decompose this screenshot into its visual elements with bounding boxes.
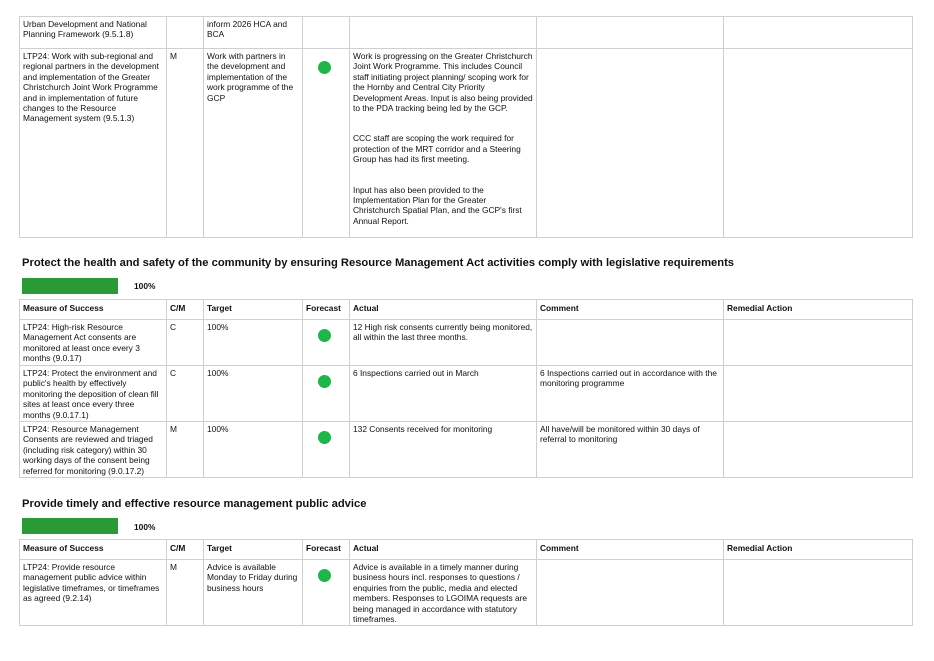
remedial-cell	[724, 560, 913, 626]
cm-cell: M	[167, 422, 204, 478]
progress-bar	[22, 278, 118, 294]
table-row	[20, 49, 913, 238]
table-row	[20, 320, 913, 366]
actual-cell	[350, 17, 537, 49]
target-cell: 100%	[204, 422, 303, 478]
actual-cell	[350, 49, 537, 238]
measure-cell: LTP24: High-risk Resource Management Act consents are monitored at least once every 3 months (9.0.17)	[20, 320, 167, 366]
progress-bar	[22, 518, 118, 534]
column-header-cm: C/M	[167, 300, 204, 320]
table-row	[20, 366, 913, 422]
comment-cell	[537, 49, 724, 238]
section-heading-rma-compliance: Protect the health and safety of the community by ensuring Resource Management Act activities comply with legislative requirements	[22, 257, 735, 269]
performance-table-public-advice	[19, 539, 913, 626]
actual-cell: 132 Consents received for monitoring	[350, 422, 537, 478]
forecast-status-dot	[318, 431, 331, 444]
actual-cell: 12 High risk consents currently being monitored, all within the last three months.	[350, 320, 537, 366]
remedial-cell	[724, 366, 913, 422]
table-row	[20, 422, 913, 478]
cm-cell: M	[167, 49, 204, 238]
forecast-cell	[303, 49, 350, 238]
measure-cell: LTP24: Work with sub-regional and regional partners in the development and implementation of the Greater Christchurch Joint Work Programme and in implementation of future changes to the Resource Management system (9.5.1.3)	[20, 49, 167, 238]
forecast-cell	[303, 366, 350, 422]
forecast-status-dot	[318, 569, 331, 582]
performance-table-continued	[19, 16, 913, 238]
forecast-cell	[303, 560, 350, 626]
forecast-status-dot	[318, 329, 331, 342]
target-cell: Advice is available Monday to Friday during business hours	[204, 560, 303, 626]
actual-paragraph: CCC staff are scoping the work required for protection of the MRT corridor and a Steering Group has had its first meeting.	[353, 133, 521, 165]
column-header-comment: Comment	[537, 300, 724, 320]
column-header-cm: C/M	[167, 540, 204, 560]
target-cell: inform 2026 HCA and BCA	[204, 17, 303, 49]
progress-label: 100%	[134, 281, 156, 291]
column-header-comment: Comment	[537, 540, 724, 560]
column-header-target: Target	[204, 540, 303, 560]
target-cell: Work with partners in the development and implementation of the work programme of the GCP	[204, 49, 303, 238]
remedial-cell	[724, 17, 913, 49]
target-cell: 100%	[204, 320, 303, 366]
column-header-measure: Measure of Success	[20, 540, 167, 560]
remedial-cell	[724, 320, 913, 366]
forecast-cell	[303, 17, 350, 49]
actual-paragraph: Work is progressing on the Greater Christchurch Joint Work Programme. This includes Council staff initiating project planning/ scoping work for the Hornby and Central City Priority Development Areas. Input is also being provided to the PDA tracking being led by the GCP.	[353, 51, 533, 114]
column-header-forecast: Forecast	[303, 540, 350, 560]
column-header-remedial: Remedial Action	[724, 540, 913, 560]
comment-cell: All have/will be monitored within 30 days of referral to monitoring	[537, 422, 724, 478]
column-header-measure: Measure of Success	[20, 300, 167, 320]
forecast-status-dot	[318, 61, 331, 74]
column-header-remedial: Remedial Action	[724, 300, 913, 320]
table-row	[20, 560, 913, 626]
column-header-forecast: Forecast	[303, 300, 350, 320]
remedial-cell	[724, 422, 913, 478]
forecast-cell	[303, 422, 350, 478]
cm-cell: M	[167, 560, 204, 626]
comment-cell	[537, 320, 724, 366]
performance-table-rma-compliance	[19, 299, 913, 478]
remedial-cell	[724, 49, 913, 238]
comment-cell	[537, 560, 724, 626]
measure-cell: Urban Development and National Planning Framework (9.5.1.8)	[20, 17, 167, 49]
table-header-row	[20, 540, 913, 560]
actual-paragraph: Input has also been provided to the Implementation Plan for the Greater Christchurch Spatial Plan, and the GCP's first Annual Report.	[353, 184, 522, 226]
table-header-row	[20, 300, 913, 320]
measure-cell: LTP24: Protect the environment and public's health by effectively monitoring the deposition of clean fill sites at least once every three months (9.0.17.1)	[20, 366, 167, 422]
column-header-target: Target	[204, 300, 303, 320]
target-cell: 100%	[204, 366, 303, 422]
cm-cell: C	[167, 366, 204, 422]
column-header-actual: Actual	[350, 540, 537, 560]
comment-cell: 6 Inspections carried out in accordance with the monitoring programme	[537, 366, 724, 422]
section-heading-public-advice: Provide timely and effective resource management public advice	[22, 498, 367, 510]
progress-label: 100%	[134, 522, 156, 532]
actual-cell: 6 Inspections carried out in March	[350, 366, 537, 422]
actual-cell: Advice is available in a timely manner during business hours incl. responses to questions / enquiries from the public, media and elected members. Responses to LGOIMA requests are being managed in accordance with statutory timeframes.	[350, 560, 537, 626]
table-row	[20, 17, 913, 49]
forecast-status-dot	[318, 375, 331, 388]
cm-cell: C	[167, 320, 204, 366]
comment-cell	[537, 17, 724, 49]
measure-cell: LTP24: Provide resource management public advice within legislative timeframes, or timeframes as agreed (9.2.14)	[20, 560, 167, 626]
cm-cell	[167, 17, 204, 49]
forecast-cell	[303, 320, 350, 366]
measure-cell: LTP24: Resource Management Consents are reviewed and triaged (including risk category) within 30 working days of the consent being referred for monitoring (9.0.17.2)	[20, 422, 167, 478]
column-header-actual: Actual	[350, 300, 537, 320]
